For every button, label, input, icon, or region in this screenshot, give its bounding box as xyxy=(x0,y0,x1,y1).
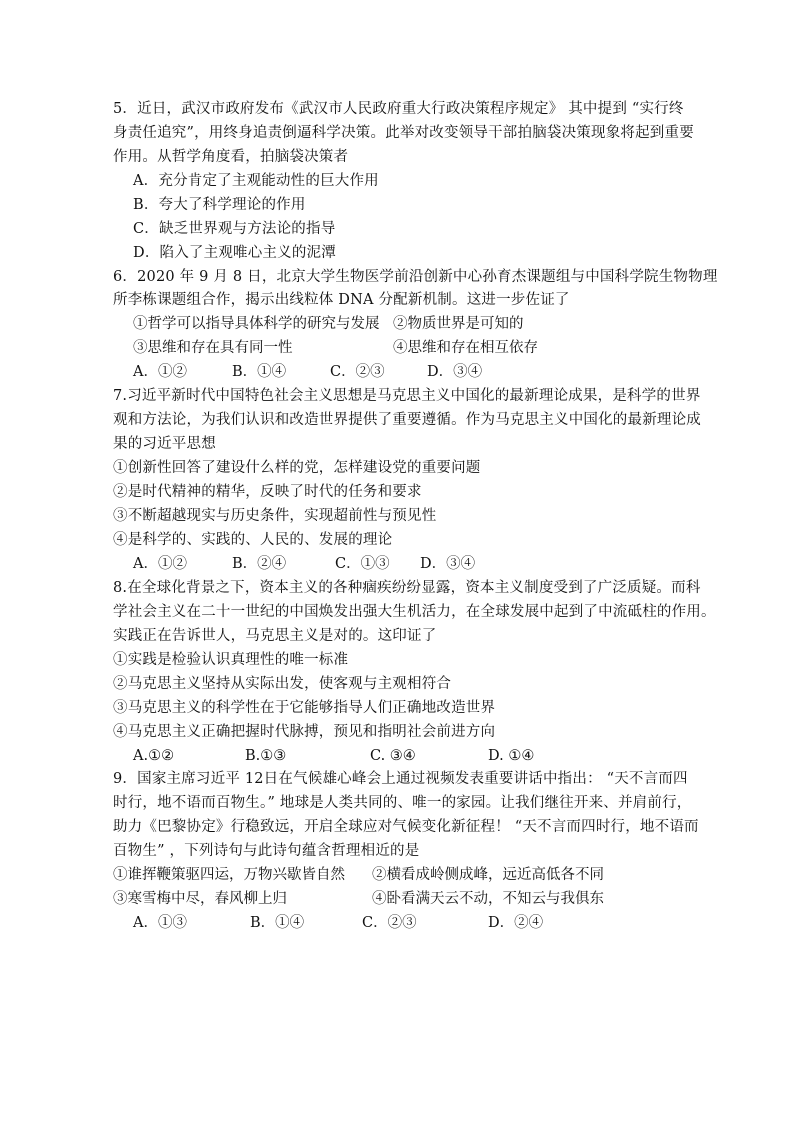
q8-option-b: B.①③ xyxy=(245,748,287,764)
q8-stem-line-2: 学社会主义在二十一世纪的中国焕发出强大生机活力，在全球发展中起到了中流砥柱的作用。 xyxy=(113,604,716,620)
q9-statement-2: ②横看成岭侧成峰，远近高低各不同 xyxy=(372,867,604,883)
q8-statement-2: ②马克思主义坚持从实际出发，使客观与主观相符合 xyxy=(113,676,452,692)
q9-statement-1: ①谁挥鞭策驱四运，万物兴歇皆自然 xyxy=(113,867,345,883)
q5-stem-line-3: 作用。从哲学角度看，拍脑袋决策者 xyxy=(113,149,349,165)
q9-option-a: A．①③ xyxy=(133,915,187,931)
q7-statement-1: ①创新性回答了建设什么样的党，怎样建设党的重要问题 xyxy=(113,460,481,476)
q9-option-c: C．②③ xyxy=(362,915,417,931)
q9-statement-3: ③寒雪梅中尽，春风柳上归 xyxy=(113,891,287,907)
q6-option-d: D．③④ xyxy=(427,364,483,380)
q9-stem-line-3: 助力《巴黎协定》行稳致远，开启全球应对气候变化新征程！ “天不言而四时行，地不语而 xyxy=(113,819,699,835)
q7-statement-4: ④是科学的、实践的、人民的、发展的理论 xyxy=(113,532,393,548)
q9-stem-line-2: 时行，地不语而百物生。” 地球是人类共同的、唯一的家园。让我们继往开来、并肩前行， xyxy=(113,795,692,811)
q5-stem-line-1: 5．近日，武汉市政府发布《武汉市人民政府重大行政决策程序规定》 其中提到 “实行终 xyxy=(113,101,684,117)
q5-option-c: C．缺乏世界观与方法论的指导 xyxy=(133,221,336,237)
q7-option-c: C．①③ xyxy=(335,556,390,572)
q6-option-a: A．①② xyxy=(133,364,187,380)
q9-stem-line-1: 9．国家主席习近平 12日在气候雄心峰会上通过视频发表重要讲话中指出： “天不言而四 xyxy=(113,771,688,787)
q8-statement-4: ④马克思主义正确把握时代脉搏，预见和指明社会前进方向 xyxy=(113,724,496,740)
q5-option-a: A．充分肯定了主观能动性的巨大作用 xyxy=(133,173,379,189)
q7-option-d: D．③④ xyxy=(420,556,476,572)
q6-option-b: B．①④ xyxy=(232,364,287,380)
q9-statement-4: ④卧看满天云不动，不知云与我俱东 xyxy=(372,891,604,907)
q7-option-b: B．②④ xyxy=(232,556,287,572)
q9-option-b: B．①④ xyxy=(250,915,305,931)
q7-option-a: A．①② xyxy=(133,556,187,572)
q6-statement-1: ①哲学可以指导具体科学的研究与发展 xyxy=(133,316,380,332)
q8-option-c: C. ③④ xyxy=(370,748,416,764)
q5-option-d: D．陷入了主观唯心主义的泥潭 xyxy=(133,245,336,261)
q6-stem-line-2: 所李栋课题组合作，揭示出线粒体 DNA 分配新机制。这进一步佐证了 xyxy=(113,292,570,308)
q5-stem-line-2: 身责任追究”，用终身追责倒逼科学决策。此举对改变领导干部拍脑袋决策现象将起到重要 xyxy=(113,125,694,141)
q6-stem-line-1: 6．2020 年 9 月 8 日，北京大学生物医学前沿创新中心孙育杰课题组与中国科学院生物物理 xyxy=(113,269,718,285)
q6-statement-4: ④思维和存在相互依存 xyxy=(393,340,538,356)
q9-stem-line-4: 百物生” ，下列诗句与此诗句蕴含哲理相近的是 xyxy=(113,843,420,859)
q6-statement-2: ②物质世界是可知的 xyxy=(393,316,524,332)
q8-statement-3: ③马克思主义的科学性在于它能够指导人们正确地改造世界 xyxy=(113,700,496,716)
q8-option-d: D. ①④ xyxy=(488,748,535,764)
q8-stem-line-3: 实践正在告诉世人，马克思主义是对的。这印证了 xyxy=(113,628,437,644)
q7-statement-3: ③不断超越现实与历史条件，实现超前性与预见性 xyxy=(113,508,437,524)
q5-option-b: B．夸大了科学理论的作用 xyxy=(133,197,306,213)
q9-option-d: D．②④ xyxy=(488,915,544,931)
q8-option-a: A.①② xyxy=(133,748,175,764)
q7-statement-2: ②是时代精神的精华，反映了时代的任务和要求 xyxy=(113,484,422,500)
q7-stem-line-3: 果的习近平思想 xyxy=(113,436,216,452)
q6-option-c: C．②③ xyxy=(330,364,385,380)
q6-statement-3: ③思维和存在具有同一性 xyxy=(133,340,293,356)
q7-stem-line-1: 7.习近平新时代中国特色社会主义思想是马克思主义中国化的最新理论成果，是科学的世界 xyxy=(113,388,701,404)
q7-stem-line-2: 观和方法论，为我们认识和改造世界提供了重要遵循。作为马克思主义中国化的最新理论成 xyxy=(113,412,701,428)
q8-statement-1: ①实践是检验认识真理性的唯一标准 xyxy=(113,652,349,668)
q8-stem-line-1: 8.在全球化背景之下，资本主义的各种痼疾纷纷显露，资本主义制度受到了广泛质疑。而科 xyxy=(113,580,701,596)
